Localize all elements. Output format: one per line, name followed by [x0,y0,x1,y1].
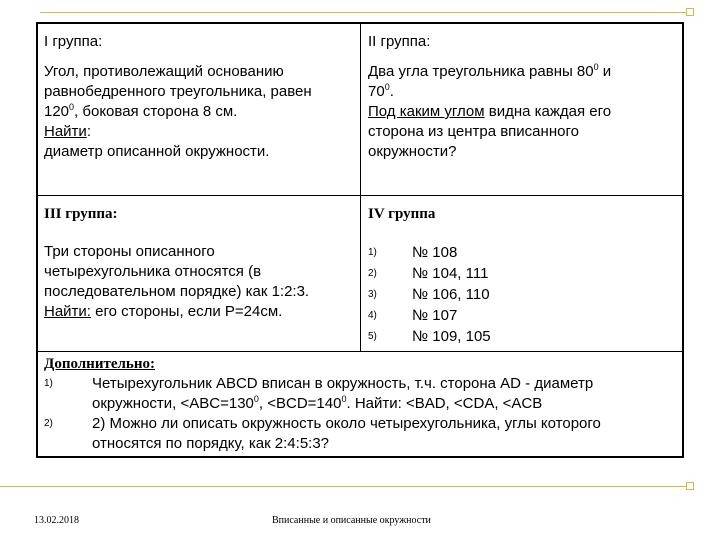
list-item-text: № 106, 110 [412,286,490,303]
list-item-number: 1) [368,247,377,258]
list-item-text: 2) Можно ли описать окружность около четырехугольника, углы которого [92,415,601,432]
list-item-text: № 109, 105 [412,328,491,345]
group-1-find-line: Найти: [44,123,91,140]
list-item [368,326,668,347]
list-item [368,242,668,263]
group-2-cell [368,32,678,162]
degree-sup: 0 [384,82,390,92]
degree-sup: 0 [69,102,75,112]
footer-title: Вписанные и описанные окружности [272,515,431,526]
table-column-divider [360,24,361,351]
group-3-heading: III группа: [44,206,118,222]
decorative-bottom-line [0,486,690,487]
group-2-text-line: окружности? [368,143,457,160]
group-4-heading: IV группа [368,206,436,222]
list-item-number: 3) [368,289,377,300]
tasks-table [36,22,684,458]
list-item-text: относятся по порядку, как 2:4:5:3? [92,435,330,452]
group-1-text-line: диаметр описанной окружности. [44,143,270,160]
group-3-text-line: последовательном порядке) как 1:2:3. [44,283,310,300]
group-1-cell [44,32,354,162]
group-4-task-list [368,242,668,347]
group-3-find-line: Найти: его стороны, если P=24см. [44,303,283,320]
list-item-text: № 104, 111 [412,265,489,282]
decorative-top-square [686,8,694,16]
decorative-top-line [40,12,690,13]
list-item-text: № 107 [412,307,458,324]
list-item-number: 2) [44,418,53,429]
group-1-text-line: Угол, противолежащий основанию [44,63,284,80]
group-1-text-line: равнобедренного треугольника, равен [44,83,312,100]
group-2-heading: II группа: [368,33,431,50]
list-item [44,374,680,414]
extra-tasks-section [44,354,680,454]
group-2-text-line: сторона из центра вписанного [368,123,579,140]
group-3-text-line: четырехугольника относятся (в [44,263,262,280]
group-2-text-line: $70^0$. [368,82,394,100]
list-item [368,284,668,305]
group-4-cell [368,204,678,224]
group-1-text-line: $120^0$, боковая сторона 8 см. [44,102,238,120]
list-item-number: 2) [368,268,377,279]
list-item-number: 1) [44,378,53,389]
group-2-text-line: Два угла треугольника равны $80^0$ и [368,62,612,80]
group-2-question-line: Под каким углом видна каждая его [368,103,612,120]
group-3-cell [44,204,354,322]
decorative-bottom-square [686,482,694,490]
list-item [368,305,668,326]
list-item-text: № 108 [412,244,458,261]
list-item [368,263,668,284]
extra-heading: Дополнительно: [44,356,155,372]
group-3-text-line: Три стороны описанного [44,243,215,260]
list-item-number: 4) [368,310,377,321]
list-item-text: Четырехугольник ABCD вписан в окружность, т.ч. сторона AD - диаметр [92,375,594,392]
degree-sup: 0 [253,394,259,404]
group-1-heading: I группа: [44,33,103,50]
table-row-divider-1 [38,195,682,196]
footer-date: 13.02.2018 [34,515,79,526]
list-item-text: окружности, $<ABC=130^0$, $<BCD=140^0$. Найти: <BAD, <CDA, <ACB [92,394,543,412]
degree-sup: 0 [593,62,599,72]
table-row-divider-2 [38,351,682,352]
list-item [44,414,680,454]
list-item-number: 5) [368,331,377,342]
degree-sup: 0 [341,394,347,404]
